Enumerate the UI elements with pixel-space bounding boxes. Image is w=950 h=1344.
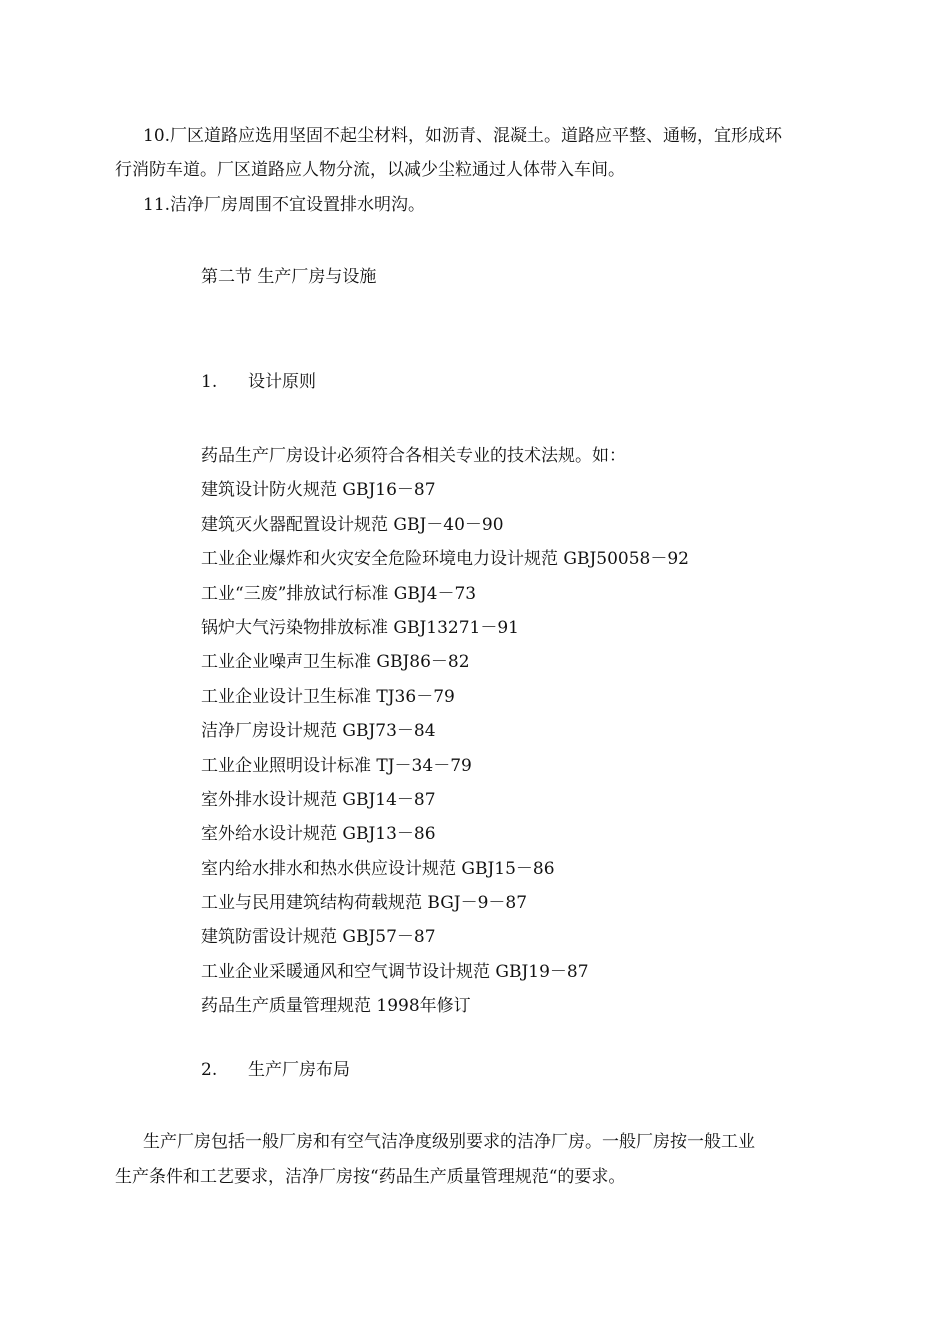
standard-item: 工业与民用建筑结构荷载规范 BGJ－9－87: [201, 893, 528, 914]
standard-item: 室外给水设计规范 GBJ13－86: [201, 824, 436, 845]
standards-list: [201, 439, 689, 1024]
standard-item: 建筑灭火器配置设计规范 GBJ－40－90: [201, 514, 504, 535]
subsection-2-title: 生产厂房布局: [248, 1060, 350, 1080]
standard-item: 工业“三废”排放试行标准 GBJ4－73: [201, 583, 477, 604]
standard-item: 室内给水排水和热水供应设计规范 GBJ15－86: [201, 858, 555, 879]
standard-item: 锅炉大气污染物排放标准 GBJ13271－91: [201, 617, 520, 638]
layout-paragraph-line-1: 生产厂房包括一般厂房和有空气洁净度级别要求的洁净厂房。一般厂房按一般工业: [143, 1132, 755, 1152]
standard-item: 工业企业采暖通风和空气调节设计规范 GBJ19－87: [201, 961, 589, 982]
subsection-1-number: 1.: [201, 372, 218, 392]
subsection-2-number: 2.: [201, 1060, 218, 1080]
subsection-2-heading: [201, 1058, 350, 1082]
subsection-1-title: 设计原则: [248, 372, 316, 392]
standard-item: 建筑防雷设计规范 GBJ57－87: [201, 927, 436, 948]
standard-item: 室外排水设计规范 GBJ14－87: [201, 789, 436, 810]
standard-item: 建筑设计防火规范 GBJ16－87: [201, 480, 436, 501]
item-10-line-2: 行消防车道。厂区道路应人物分流，以减少尘粒通过人体带入车间。: [115, 160, 625, 180]
standard-item: 工业企业爆炸和火灾安全危险环境电力设计规范 GBJ50058－92: [201, 549, 690, 570]
layout-paragraph-line-2: 生产条件和工艺要求，洁净厂房按“药品生产质量管理规范“的要求。: [115, 1167, 626, 1187]
standard-item: 工业企业照明设计标准 TJ－34－79: [201, 755, 472, 776]
standard-item: 洁净厂房设计规范 GBJ73－84: [201, 721, 436, 742]
item-10-line-1: 10.厂区道路应选用坚固不起尘材料，如沥青、混凝土。道路应平整、通畅，宜形成环: [143, 126, 783, 146]
standard-item: 工业企业噪声卫生标准 GBJ86－82: [201, 652, 470, 673]
subsection-1-heading: [201, 370, 316, 394]
standard-item: 工业企业设计卫生标准 TJ36－79: [201, 686, 455, 707]
standard-item: 药品生产质量管理规范 1998年修订: [201, 996, 471, 1017]
standards-intro: 药品生产厂房设计必须符合各相关专业的技术法规。如：: [201, 446, 626, 466]
item-11: 11.洁净厂房周围不宜设置排水明沟。: [143, 195, 426, 215]
section-title: 第二节 生产厂房与设施: [201, 267, 377, 287]
